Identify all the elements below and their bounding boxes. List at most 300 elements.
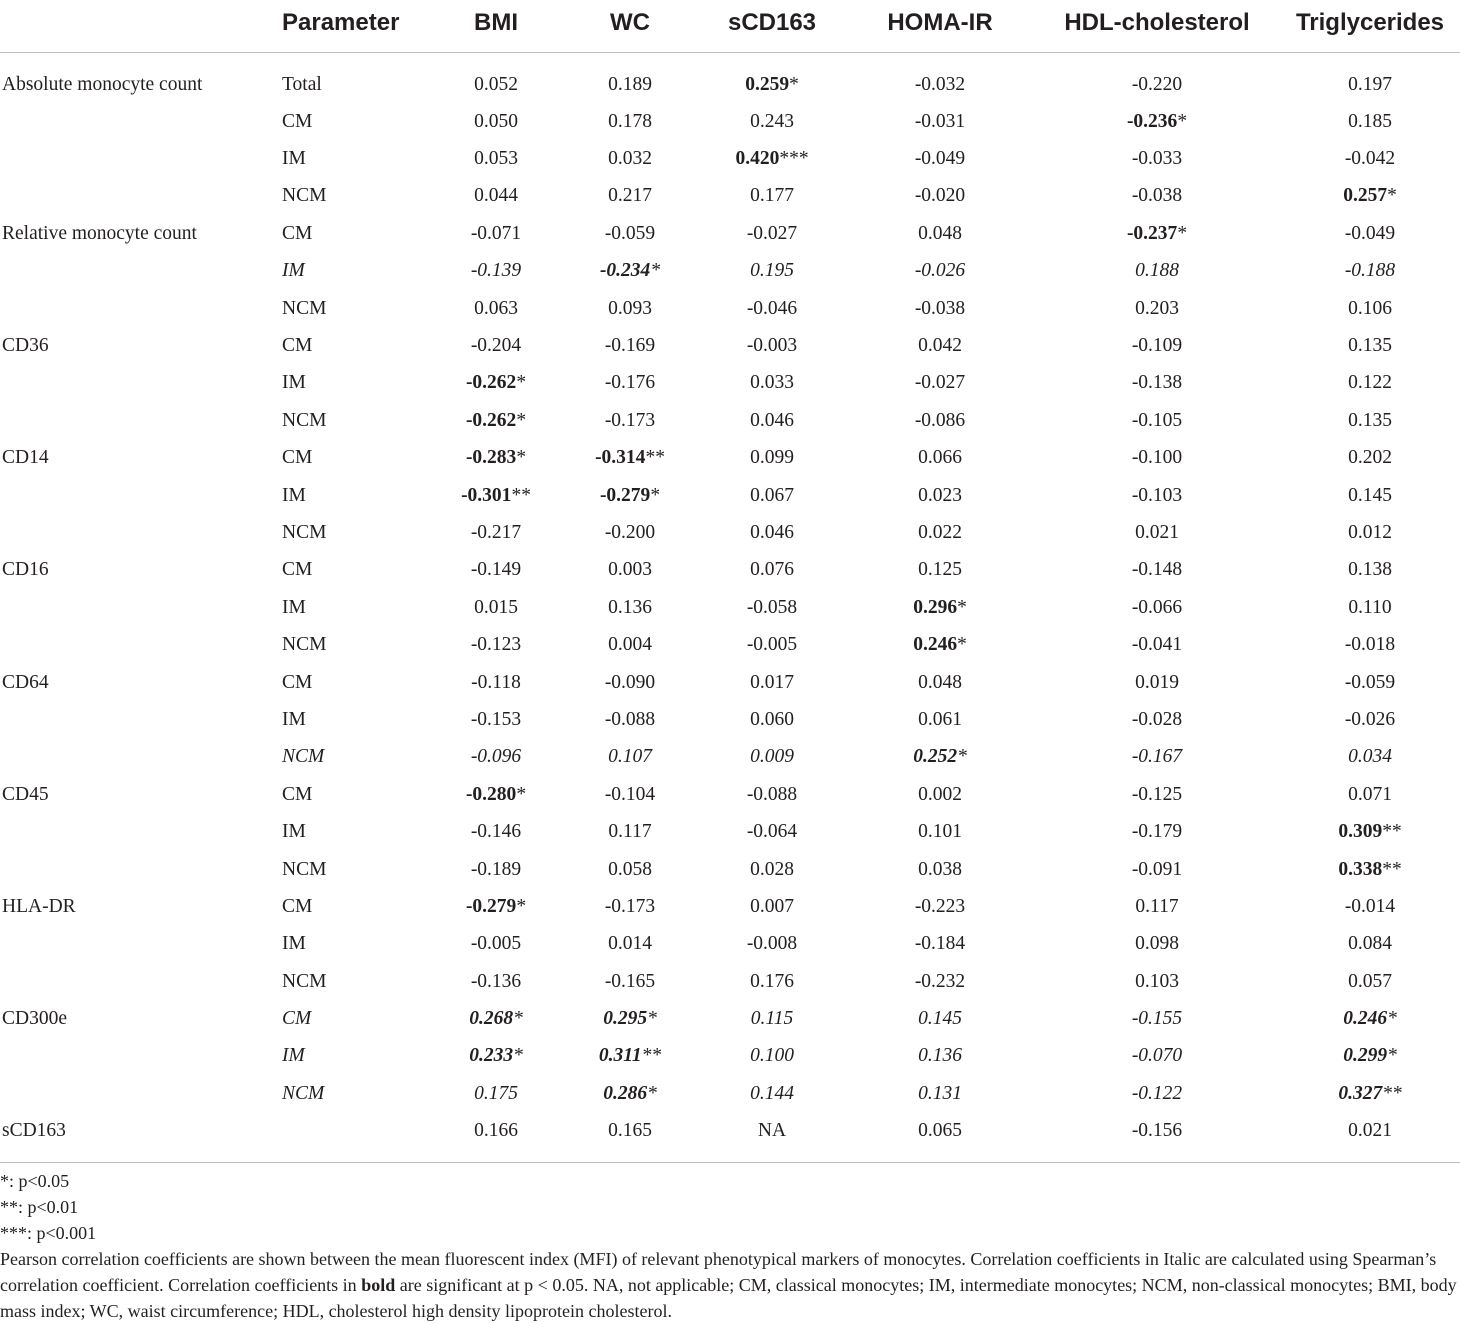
table-cell	[698, 477, 846, 514]
cell-value: -0.027	[746, 222, 798, 244]
table-row	[0, 1000, 1460, 1037]
table-cell	[846, 963, 1034, 1000]
cell-value: -0.105	[1131, 409, 1183, 431]
footnote-p001: **: p<0.01	[0, 1197, 79, 1217]
table-row	[0, 589, 1460, 626]
cell-value: 0.093	[608, 297, 652, 319]
header-blank	[0, 0, 280, 53]
significance-marker: *	[1387, 1008, 1397, 1030]
table-cell	[698, 440, 846, 477]
table-row	[0, 253, 1460, 290]
cell-value: 0.017	[750, 671, 794, 693]
table-cell	[698, 701, 846, 738]
row-subset-label: IM	[282, 821, 306, 843]
row-group-label	[0, 514, 280, 551]
table-cell	[562, 327, 698, 364]
cell-value: -0.038	[1131, 185, 1183, 207]
table-row	[0, 701, 1460, 738]
table-cell	[1280, 926, 1460, 963]
table-row	[0, 664, 1460, 701]
table-cell	[430, 103, 562, 140]
table-cell	[846, 888, 1034, 925]
table-cell	[1280, 626, 1460, 663]
cell-value: -0.234	[599, 260, 651, 282]
cell-value: -0.139	[470, 260, 522, 282]
row-group-label	[0, 701, 280, 738]
cell-value: -0.038	[914, 297, 966, 319]
table-cell	[846, 327, 1034, 364]
table-cell	[698, 1038, 846, 1075]
row-group-label	[0, 851, 280, 888]
cell-value: -0.005	[746, 634, 798, 656]
table-row	[0, 926, 1460, 963]
table-cell	[562, 402, 698, 439]
table-cell	[1034, 813, 1280, 850]
cell-value: 0.202	[1348, 447, 1392, 469]
significance-marker: **	[1382, 1082, 1402, 1104]
cell-value: 0.021	[1348, 1120, 1392, 1142]
table-cell	[698, 589, 846, 626]
cell-value: -0.155	[1131, 1008, 1183, 1030]
cell-value: -0.018	[1344, 634, 1396, 656]
cell-value: -0.086	[914, 409, 966, 431]
cell-value: -0.176	[604, 372, 656, 394]
cell-value: -0.066	[1131, 596, 1183, 618]
cell-value: -0.109	[1131, 335, 1183, 357]
table-row	[0, 402, 1460, 439]
table-cell	[1034, 963, 1280, 1000]
table-cell	[1280, 813, 1460, 850]
table-cell	[1280, 552, 1460, 589]
table-cell	[1280, 1075, 1460, 1112]
table-cell	[846, 701, 1034, 738]
table-cell	[1280, 851, 1460, 888]
table-cell	[430, 477, 562, 514]
table-cell	[1034, 178, 1280, 215]
table-cell	[562, 963, 698, 1000]
table-cell	[1034, 440, 1280, 477]
cell-value: 0.115	[750, 1008, 794, 1030]
footnote-p0001: ***: p<0.001	[0, 1223, 97, 1243]
cell-value: 0.038	[918, 858, 962, 880]
table-cell	[846, 402, 1034, 439]
cell-value: -0.232	[914, 970, 966, 992]
table-cell	[1034, 739, 1280, 776]
row-group-label	[0, 290, 280, 327]
table-cell	[562, 440, 698, 477]
significance-marker: ***	[779, 148, 809, 170]
significance-marker: *	[647, 1082, 657, 1104]
table-row	[0, 178, 1460, 215]
significance-marker: **	[511, 484, 531, 506]
table-cell	[846, 253, 1034, 290]
table-row	[0, 103, 1460, 140]
cell-value: -0.028	[1131, 708, 1183, 730]
cell-value: -0.138	[1131, 372, 1183, 394]
row-subset-label: NCM	[282, 970, 327, 992]
cell-value: 0.048	[918, 671, 962, 693]
cell-value: 0.268	[469, 1008, 514, 1030]
cell-value: -0.223	[914, 895, 966, 917]
cell-value: 0.019	[1135, 671, 1179, 693]
table-cell	[698, 626, 846, 663]
table-cell	[562, 140, 698, 177]
table-cell	[562, 589, 698, 626]
table-cell	[1034, 290, 1280, 327]
table-cell	[698, 888, 846, 925]
description-text-a: Pearson correlation coefficients are shown between the mean fluorescent index (MFI) of relevant phenotypical markers of monocytes. Correlation coefficients in Italic are calculated using Spearman’s correlation coefficient. Correlation coefficients in	[0, 1249, 1437, 1295]
table-cell	[430, 365, 562, 402]
cell-value: -0.103	[1131, 484, 1183, 506]
table-cell	[1034, 477, 1280, 514]
cell-value: -0.262	[465, 372, 517, 394]
table-cell	[1034, 1113, 1280, 1163]
cell-value: 0.175	[474, 1082, 518, 1104]
cell-value: -0.204	[470, 335, 522, 357]
table-cell	[846, 53, 1034, 104]
table-row	[0, 851, 1460, 888]
table-row	[0, 1113, 1460, 1163]
row-group-label: sCD163	[0, 1113, 280, 1163]
table-cell	[1280, 477, 1460, 514]
table-cell	[562, 739, 698, 776]
cell-value: 0.257	[1343, 185, 1388, 207]
cell-value: 0.061	[918, 708, 962, 730]
table-cell	[698, 552, 846, 589]
table-cell	[430, 851, 562, 888]
row-subset-label: CM	[282, 110, 313, 132]
row-subset-label: IM	[282, 148, 306, 170]
table-cell	[1280, 365, 1460, 402]
cell-value: 0.058	[608, 858, 652, 880]
table-row	[0, 215, 1460, 252]
table-cell	[430, 739, 562, 776]
cell-value: -0.046	[746, 297, 798, 319]
cell-value: 0.177	[750, 185, 794, 207]
cell-value: 0.021	[1135, 521, 1179, 543]
footnote-description	[0, 1246, 1460, 1324]
row-subset-label: NCM	[282, 409, 327, 431]
row-subset-label: NCM	[282, 521, 327, 543]
cell-value: 0.185	[1348, 110, 1392, 132]
table-cell	[846, 664, 1034, 701]
cell-value: 0.203	[1135, 297, 1179, 319]
cell-value: -0.188	[1344, 260, 1396, 282]
cell-value: -0.118	[471, 671, 521, 693]
significance-marker: *	[1387, 1045, 1397, 1067]
cell-value: 0.023	[918, 484, 962, 506]
table-cell	[846, 140, 1034, 177]
row-subset-label: CM	[282, 222, 313, 244]
cell-value: 0.015	[474, 596, 518, 618]
table-cell	[1034, 664, 1280, 701]
cell-value: -0.237	[1126, 222, 1178, 244]
table-cell	[1034, 215, 1280, 252]
cell-value: 0.338	[1338, 858, 1383, 880]
cell-value: 0.131	[918, 1082, 962, 1104]
table-cell	[846, 477, 1034, 514]
table-cell	[562, 1075, 698, 1112]
table-cell	[698, 851, 846, 888]
significance-marker: **	[641, 1045, 662, 1067]
table-cell	[1034, 327, 1280, 364]
table-cell	[1280, 1038, 1460, 1075]
cell-value: 0.176	[750, 970, 794, 992]
table-cell	[1034, 1000, 1280, 1037]
cell-value: -0.179	[1131, 821, 1183, 843]
row-subset-label: IM	[282, 372, 306, 394]
table-cell	[1034, 514, 1280, 551]
table-row	[0, 813, 1460, 850]
cell-value: -0.283	[465, 447, 517, 469]
table-cell	[1280, 589, 1460, 626]
cell-value: 0.084	[1348, 933, 1392, 955]
table-cell	[430, 626, 562, 663]
cell-value: 0.420	[735, 148, 780, 170]
cell-value: -0.146	[470, 821, 522, 843]
cell-value: 0.243	[750, 110, 794, 132]
cell-value: -0.059	[604, 222, 656, 244]
table-row	[0, 963, 1460, 1000]
cell-value: 0.033	[750, 372, 794, 394]
table-cell	[1280, 664, 1460, 701]
significance-marker: *	[516, 372, 527, 394]
table-row	[0, 626, 1460, 663]
cell-value: 0.046	[750, 409, 794, 431]
table-cell	[698, 290, 846, 327]
table-cell	[430, 253, 562, 290]
table-cell	[846, 739, 1034, 776]
cell-value: 0.197	[1348, 73, 1392, 95]
table-cell	[1034, 589, 1280, 626]
cell-value: -0.314	[595, 447, 646, 469]
table-cell	[1034, 851, 1280, 888]
cell-value: 0.189	[608, 73, 652, 95]
table-body	[0, 53, 1460, 1163]
cell-value: 0.110	[1348, 596, 1392, 618]
table-cell	[698, 215, 846, 252]
cell-value: -0.279	[599, 484, 651, 506]
cell-value: 0.233	[469, 1045, 514, 1067]
table-cell	[562, 290, 698, 327]
cell-value: -0.032	[914, 73, 966, 95]
cell-value: 0.122	[1348, 372, 1392, 394]
table-cell	[562, 514, 698, 551]
table-cell	[430, 701, 562, 738]
row-subset-label: CM	[282, 671, 313, 693]
cell-value: 0.106	[1348, 297, 1392, 319]
cell-value: 0.166	[474, 1120, 518, 1142]
table-cell	[1034, 140, 1280, 177]
significance-marker: **	[1382, 858, 1402, 880]
cell-value: -0.026	[1344, 708, 1396, 730]
row-subset-label: NCM	[282, 746, 325, 768]
cell-value: -0.049	[914, 148, 966, 170]
cell-value: 0.252	[913, 746, 958, 768]
table-cell	[1280, 739, 1460, 776]
cell-value: 0.165	[608, 1120, 652, 1142]
row-subset-label: NCM	[282, 185, 327, 207]
cell-value: 0.299	[1343, 1045, 1388, 1067]
table-cell	[562, 888, 698, 925]
cell-value: 0.103	[1135, 970, 1179, 992]
table-cell	[846, 813, 1034, 850]
table-cell	[698, 1000, 846, 1037]
cell-value: 0.028	[750, 858, 794, 880]
cell-value: -0.184	[914, 933, 966, 955]
row-group-label	[0, 626, 280, 663]
table-cell	[846, 851, 1034, 888]
cell-value: -0.091	[1131, 858, 1183, 880]
row-group-label	[0, 1075, 280, 1112]
header-parameter: Parameter	[280, 0, 430, 53]
cell-value: 0.101	[918, 821, 962, 843]
cell-value: 0.012	[1348, 521, 1392, 543]
table-cell	[562, 813, 698, 850]
table-cell	[1034, 888, 1280, 925]
significance-marker: *	[650, 260, 661, 282]
row-subset-label: NCM	[282, 634, 327, 656]
cell-value: -0.070	[1131, 1045, 1183, 1067]
table-cell	[846, 178, 1034, 215]
table-cell	[562, 664, 698, 701]
significance-marker: *	[957, 596, 967, 618]
description-text-b: are significant at p < 0.05. NA, not applicable; CM, classical monocytes; IM, intermediate monocytes; NCM, non-classical monocytes; BMI, body mass index; WC, waist circumference; HDL, cholesterol high density lipoprotein cholesterol.	[0, 1275, 1457, 1321]
row-group-label: CD14	[2, 447, 49, 469]
table-cell	[562, 1038, 698, 1075]
row-group-label: Absolute monocyte count	[2, 73, 203, 95]
significance-marker: *	[516, 447, 527, 469]
significance-marker: *	[957, 746, 967, 768]
table-cell	[1034, 776, 1280, 813]
cell-value: -0.280	[465, 783, 517, 805]
row-group-label	[0, 140, 280, 177]
cell-value: -0.125	[1131, 783, 1183, 805]
row-subset-label: CM	[282, 1008, 312, 1030]
table-cell	[562, 1113, 698, 1163]
table-cell	[1034, 701, 1280, 738]
table-cell	[698, 1113, 846, 1163]
cell-value: -0.020	[914, 185, 966, 207]
cell-value: 0.076	[750, 559, 794, 581]
cell-value: -0.262	[465, 409, 517, 431]
table-cell	[562, 477, 698, 514]
cell-value: -0.026	[914, 260, 966, 282]
table-cell	[1280, 53, 1460, 104]
significance-marker: *	[516, 895, 527, 917]
significance-marker: *	[513, 1045, 523, 1067]
table-cell	[1280, 963, 1460, 1000]
cell-value: 0.057	[1348, 970, 1392, 992]
table-cell	[846, 290, 1034, 327]
table-cell	[1280, 514, 1460, 551]
cell-value: -0.058	[746, 596, 798, 618]
table-cell	[1034, 365, 1280, 402]
cell-value: -0.169	[604, 335, 656, 357]
cell-value: 0.002	[918, 783, 962, 805]
header-bmi: BMI	[430, 0, 562, 53]
cell-value: 0.195	[750, 260, 794, 282]
significance-marker: *	[650, 484, 661, 506]
table-cell	[430, 664, 562, 701]
table-cell	[1034, 1075, 1280, 1112]
significance-marker: *	[957, 634, 967, 656]
table-cell	[698, 813, 846, 850]
significance-marker: *	[1177, 110, 1188, 132]
significance-marker: *	[513, 1008, 523, 1030]
table-cell	[430, 290, 562, 327]
cell-value: -0.064	[746, 821, 798, 843]
cell-value: 0.099	[750, 447, 794, 469]
table-cell	[698, 514, 846, 551]
cell-value: 0.246	[913, 634, 958, 656]
table-cell	[562, 103, 698, 140]
cell-value: -0.005	[470, 933, 522, 955]
table-row	[0, 327, 1460, 364]
cell-value: 0.042	[918, 335, 962, 357]
table-cell	[846, 926, 1034, 963]
table-cell	[430, 1075, 562, 1112]
table-cell	[430, 776, 562, 813]
significance-marker: *	[1177, 222, 1188, 244]
cell-value: -0.136	[470, 970, 522, 992]
row-subset-label	[280, 1113, 430, 1163]
cell-value: 0.034	[1348, 746, 1392, 768]
row-subset-label: NCM	[282, 297, 327, 319]
table-cell	[698, 253, 846, 290]
table-row	[0, 552, 1460, 589]
cell-value: 0.098	[1135, 933, 1179, 955]
table-cell	[430, 53, 562, 104]
table-row	[0, 514, 1460, 551]
cell-value: -0.301	[461, 484, 512, 506]
cell-value: 0.295	[603, 1008, 648, 1030]
row-group-label	[0, 365, 280, 402]
table-cell	[430, 552, 562, 589]
row-group-label: Relative monocyte count	[2, 222, 197, 244]
table-cell	[698, 963, 846, 1000]
table-cell	[698, 53, 846, 104]
cell-value: 0.309	[1338, 821, 1383, 843]
cell-value: -0.088	[746, 783, 798, 805]
table-cell	[430, 402, 562, 439]
cell-value: 0.135	[1348, 335, 1392, 357]
header-row	[0, 0, 1460, 53]
cell-value: 0.063	[474, 297, 518, 319]
significance-marker: *	[647, 1008, 657, 1030]
cell-value: 0.022	[918, 521, 962, 543]
cell-value: 0.007	[750, 895, 794, 917]
table-cell	[562, 626, 698, 663]
footnote-p005: *: p<0.05	[0, 1171, 70, 1191]
table-cell	[1280, 1113, 1460, 1163]
table-cell	[562, 365, 698, 402]
row-subset-label: NCM	[282, 1082, 325, 1104]
row-group-label: CD64	[2, 671, 49, 693]
cell-value: 0.003	[608, 559, 652, 581]
table-row	[0, 140, 1460, 177]
cell-value: 0.136	[608, 596, 652, 618]
cell-value: 0.125	[918, 559, 962, 581]
table-cell	[846, 215, 1034, 252]
row-group-label	[0, 253, 280, 290]
cell-value: 0.009	[750, 746, 794, 768]
row-group-label	[0, 926, 280, 963]
cell-value: 0.048	[918, 222, 962, 244]
table-row	[0, 477, 1460, 514]
cell-value: 0.311	[598, 1045, 642, 1067]
cell-value: -0.153	[470, 708, 522, 730]
